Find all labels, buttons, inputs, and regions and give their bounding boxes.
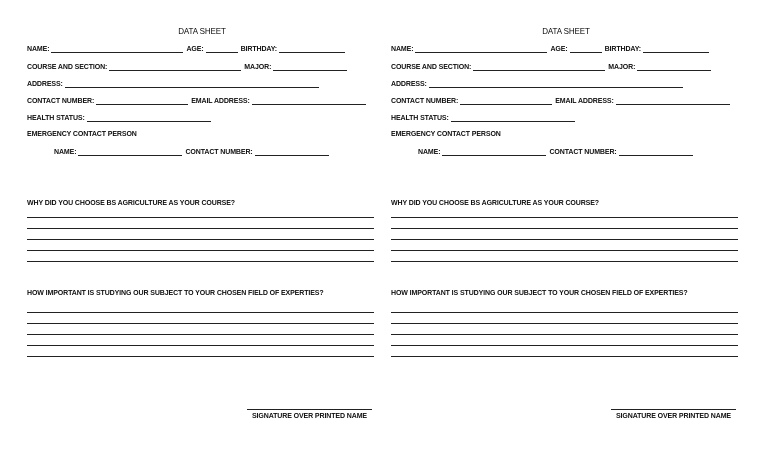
answer-1-line[interactable] — [27, 239, 374, 240]
address-row — [391, 79, 686, 89]
answer-2-line[interactable] — [391, 334, 738, 335]
answer-1-line[interactable] — [391, 250, 738, 251]
answer-1-line[interactable] — [391, 217, 738, 218]
emergency-contact-label: CONTACT NUMBER: — [549, 149, 617, 156]
major-field[interactable] — [273, 62, 347, 71]
emergency-row — [27, 129, 137, 139]
emergency-name-field[interactable] — [78, 147, 182, 156]
answer-1-line[interactable] — [27, 228, 374, 229]
emergency-name-label: NAME: — [418, 149, 441, 156]
health-label: HEALTH STATUS: — [391, 115, 449, 122]
name-field[interactable] — [415, 44, 547, 53]
emergency-label: EMERGENCY CONTACT PERSON — [391, 131, 501, 138]
question-2: HOW IMPORTANT IS STUDYING OUR SUBJECT TO YOUR CHOSEN FIELD OF EXPERTIES? — [391, 290, 688, 297]
answer-2-line[interactable] — [27, 323, 374, 324]
data-sheet-left — [27, 0, 377, 466]
course-field[interactable] — [473, 62, 605, 71]
course-major-row — [27, 62, 350, 72]
course-major-row — [391, 62, 714, 72]
answer-2-line[interactable] — [391, 312, 738, 313]
signature-label: SIGNATURE OVER PRINTED NAME — [615, 413, 731, 420]
name-label: NAME: — [391, 46, 414, 53]
email-field[interactable] — [616, 96, 730, 105]
address-label: ADDRESS: — [391, 81, 427, 88]
answer-1-line[interactable] — [391, 261, 738, 262]
question-1: WHY DID YOU CHOOSE BS AGRICULTURE AS YOUR COURSE? — [27, 200, 235, 207]
answer-2-line[interactable] — [27, 345, 374, 346]
answer-2-line[interactable] — [27, 312, 374, 313]
birthday-label: BIRTHDAY: — [240, 46, 277, 53]
address-field[interactable] — [65, 79, 319, 88]
course-label: COURSE AND SECTION: — [27, 64, 108, 71]
answer-1-line[interactable] — [27, 250, 374, 251]
answer-1-line[interactable] — [27, 217, 374, 218]
address-row — [27, 79, 322, 89]
signature-label: SIGNATURE OVER PRINTED NAME — [251, 413, 367, 420]
major-label: MAJOR: — [608, 64, 636, 71]
age-label: AGE: — [550, 46, 568, 53]
signature-line[interactable] — [247, 409, 372, 410]
signature-line[interactable] — [611, 409, 736, 410]
contact-email-row — [27, 96, 369, 106]
answer-2-line[interactable] — [391, 345, 738, 346]
sheet-title: DATA SHEET — [542, 27, 590, 36]
answer-2-line[interactable] — [27, 356, 374, 357]
major-label: MAJOR: — [244, 64, 272, 71]
contact-label: CONTACT NUMBER: — [391, 98, 459, 105]
health-label: HEALTH STATUS: — [27, 115, 85, 122]
emergency-contact-field[interactable] — [619, 147, 693, 156]
emergency-contact-field[interactable] — [255, 147, 329, 156]
emergency-name-field[interactable] — [442, 147, 546, 156]
emergency-details-row — [54, 147, 332, 157]
course-field[interactable] — [109, 62, 241, 71]
contact-email-row — [391, 96, 733, 106]
contact-field[interactable] — [96, 96, 188, 105]
sheet-title: DATA SHEET — [178, 27, 226, 36]
answer-2-line[interactable] — [27, 334, 374, 335]
health-row — [391, 113, 578, 123]
answer-1-line[interactable] — [391, 228, 738, 229]
contact-field[interactable] — [460, 96, 552, 105]
answer-2-line[interactable] — [391, 356, 738, 357]
major-field[interactable] — [637, 62, 711, 71]
emergency-name-label: NAME: — [54, 149, 77, 156]
answer-1-line[interactable] — [391, 239, 738, 240]
emergency-row — [391, 129, 501, 139]
answer-2-line[interactable] — [391, 323, 738, 324]
course-label: COURSE AND SECTION: — [391, 64, 472, 71]
answer-1-line[interactable] — [27, 261, 374, 262]
health-field[interactable] — [87, 113, 211, 122]
emergency-label: EMERGENCY CONTACT PERSON — [27, 131, 137, 138]
emergency-contact-label: CONTACT NUMBER: — [185, 149, 253, 156]
emergency-details-row — [418, 147, 696, 157]
contact-label: CONTACT NUMBER: — [27, 98, 95, 105]
age-label: AGE: — [186, 46, 204, 53]
birthday-label: BIRTHDAY: — [604, 46, 641, 53]
name-field[interactable] — [51, 44, 183, 53]
question-2: HOW IMPORTANT IS STUDYING OUR SUBJECT TO YOUR CHOSEN FIELD OF EXPERTIES? — [27, 290, 324, 297]
address-field[interactable] — [429, 79, 683, 88]
question-1: WHY DID YOU CHOOSE BS AGRICULTURE AS YOUR COURSE? — [391, 200, 599, 207]
name-label: NAME: — [27, 46, 50, 53]
address-label: ADDRESS: — [27, 81, 63, 88]
name-age-birthday-row — [27, 44, 348, 54]
birthday-field[interactable] — [643, 44, 709, 53]
email-field[interactable] — [252, 96, 366, 105]
email-label: EMAIL ADDRESS: — [555, 98, 614, 105]
email-label: EMAIL ADDRESS: — [191, 98, 250, 105]
age-field[interactable] — [570, 44, 602, 53]
birthday-field[interactable] — [279, 44, 345, 53]
age-field[interactable] — [206, 44, 238, 53]
health-field[interactable] — [451, 113, 575, 122]
name-age-birthday-row — [391, 44, 712, 54]
health-row — [27, 113, 214, 123]
data-sheet-right — [391, 0, 741, 466]
